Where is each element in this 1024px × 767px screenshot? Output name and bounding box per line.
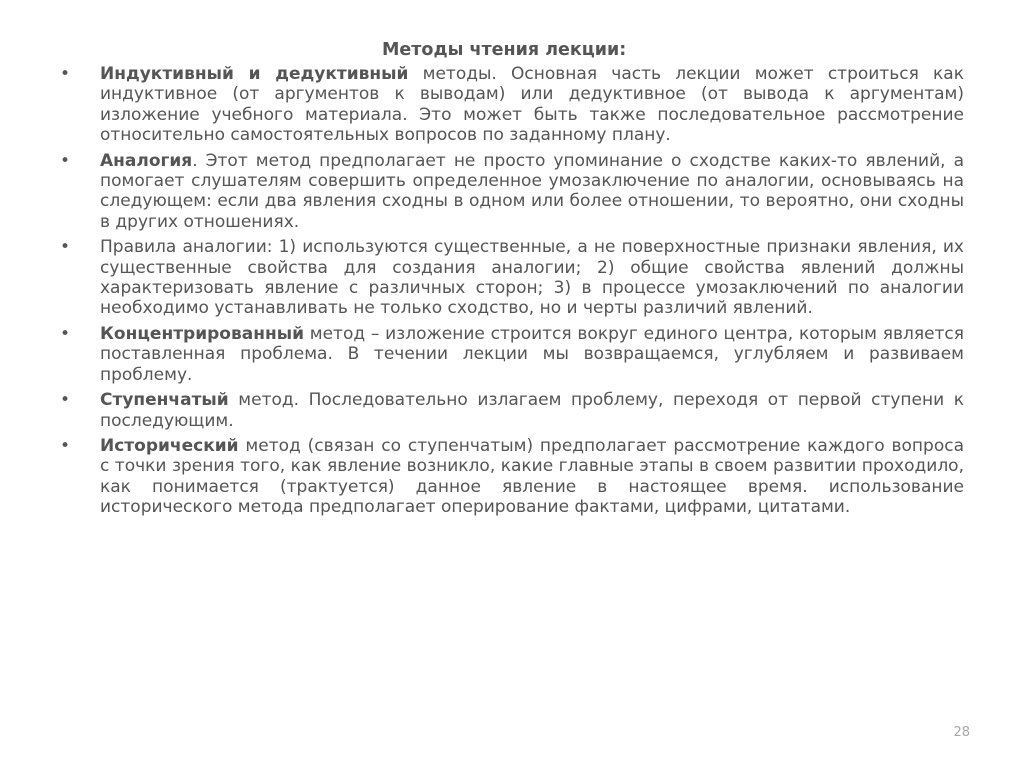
list-item-analogy-rules (60, 237, 964, 319)
list-item-analogy (60, 151, 964, 233)
list-item-stepwise (60, 390, 964, 431)
item-text: Правила аналогии: 1) используются существенные, а не поверхностные признаки явления, их существенные свойства для создания аналогии; 2) общие свойства явлений должны характеризовать явление с различных сторон; 3) в процессе умозаключений по аналогии необходимо устанавливать не только сходство, но и черты различий явлений. (100, 237, 964, 319)
slide-title: Методы чтения лекции: (382, 40, 627, 60)
list-item-inductive-deductive (60, 64, 964, 146)
item-text: метод. Последовательно излагаем проблему, переходя от первой ступени к последующим. (100, 390, 964, 431)
item-term: Аналогия (100, 150, 193, 171)
item-text: метод (связан со ступенчатым) предполагает рассмотрение каждого вопроса с точки зрения того, как явление возникло, какие главные этапы в своем развитии проходило, как понимается (трактуется) данное явление в настоящее время. использование исторического метода предполагает оперирование фактами, цифрами, цитатами. (100, 435, 964, 518)
item-term: Индуктивный и дедуктивный (100, 64, 409, 84)
bullet-icon: • (60, 64, 71, 84)
page-number: 28 (953, 725, 970, 740)
bullet-icon: • (60, 435, 71, 456)
list-item-concentrated (60, 324, 964, 385)
item-term: Исторический (100, 435, 239, 456)
item-text: методы. Основная часть лекции может строиться как индуктивное (от аргументов к выводам) или дедуктивное (от вывода к аргументам) изложение учебного материала. Это может быть также последовательное рассмотрение относительно самостоятельных вопросов по заданному плану. (100, 64, 964, 146)
item-term: Концентрированный (100, 323, 304, 344)
item-term: Ступенчатый (100, 390, 229, 411)
item-text: метод – изложение строится вокруг единого центра, которым является поставленная проблема. В течении лекции мы возвращаемся, углубляем и развиваем проблему. (100, 323, 964, 385)
methods-list (60, 64, 964, 523)
list-item-historical (60, 436, 964, 518)
item-text: . Этот метод предполагает не просто упоминание о сходстве каких-то явлений, а помогает слушателям совершить определенное умозаключение по аналогии, основываясь на следующем: если два явления сходны в одном или более отношении, то вероятно, они сходны в других отношениях. (100, 150, 964, 232)
bullet-icon: • (60, 390, 71, 411)
bullet-icon: • (60, 150, 71, 171)
bullet-icon: • (60, 323, 71, 344)
bullet-icon: • (60, 237, 71, 258)
